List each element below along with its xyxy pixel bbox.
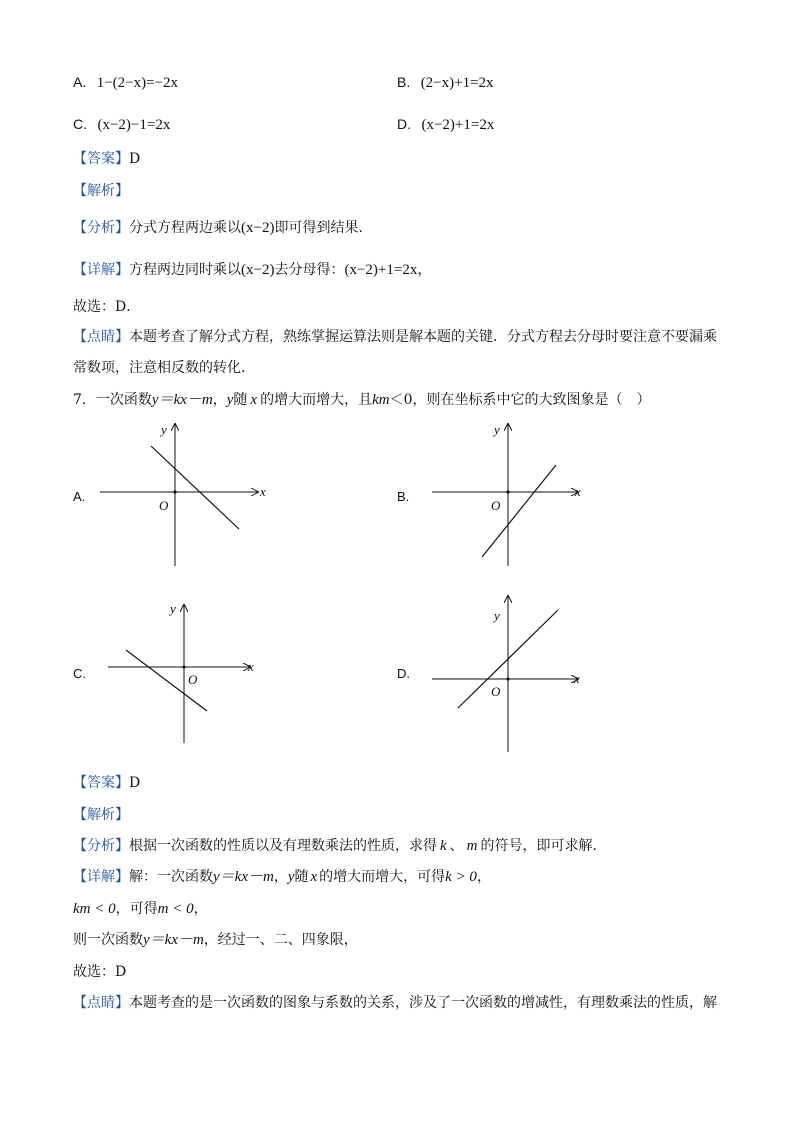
answer-label: 【答案】 — [73, 775, 129, 791]
xiangjie-text: 方程两边同时乘以 — [129, 262, 241, 278]
x-axis-label: x — [575, 484, 581, 499]
origin-label: O — [159, 498, 169, 513]
xiangjie-expression: k > 0 — [445, 869, 477, 885]
q7-analysis-line — [73, 805, 129, 825]
answer-value: D — [129, 775, 141, 791]
q7-line-2 — [73, 899, 208, 919]
graph-a — [95, 418, 275, 570]
option-expression: 1−(2−x)=−2x — [96, 75, 179, 91]
graph-d-letter: D. — [397, 666, 410, 681]
xiangjie-text: ， — [476, 869, 491, 885]
origin-label: O — [491, 498, 501, 513]
xiangjie-expression: (x−2)+1=2x — [344, 262, 418, 278]
y-axis-label: y — [494, 422, 500, 437]
xiangjie-text: ， — [273, 869, 288, 885]
q7-dianjing-line — [73, 993, 717, 1013]
stem-text: ＜0，则在坐标系中它的大致图象是（ ） — [389, 392, 651, 408]
fenxi-text: 即可得到结果． — [274, 220, 373, 236]
line2-text: ， — [193, 901, 208, 917]
dianjing-text: 本题考查了解分式方程，熟练掌握运算法则是解本题的关键．分式方程去分母时要注意不要漏乘 — [129, 329, 717, 345]
xiangjie-text: 随 — [294, 869, 309, 885]
q7-xiangjie-line — [73, 867, 491, 887]
option-letter: C. — [73, 116, 87, 132]
origin-label: O — [188, 672, 198, 687]
line3-expression: y＝kx－m — [143, 932, 204, 948]
q6-answer-line — [73, 149, 140, 169]
stem-text: ， — [212, 392, 227, 408]
stem-text: 随 — [233, 392, 248, 408]
xiangjie-variable: y — [287, 869, 295, 885]
option-letter: D. — [397, 116, 411, 132]
graph-c-letter: C. — [73, 666, 86, 681]
graph-c — [100, 595, 270, 747]
fenxi-text: 根据一次函数的性质以及有理数乘法的性质，求得 — [129, 838, 437, 854]
option-expression: (2−x)+1=2x — [420, 75, 494, 91]
fenxi-text: 的符号，即可求解． — [480, 838, 607, 854]
fenxi-text: 分式方程两边乘以 — [129, 220, 241, 236]
q6-guxuan-line — [73, 297, 140, 317]
graph-b — [428, 418, 603, 570]
graph-b-letter: B. — [397, 489, 410, 504]
q6-dianjing-line-2 — [73, 358, 255, 378]
xiangjie-expression: y＝kx－m — [213, 869, 274, 885]
origin-label: O — [491, 684, 501, 699]
option-expression: (x−2)−1=2x — [97, 117, 171, 133]
stem-expression: y＝kx－m — [151, 392, 213, 408]
y-axis-label: y — [170, 601, 176, 616]
x-axis-label: x — [574, 671, 580, 686]
stem-variable: y — [226, 392, 234, 408]
xiangjie-label: 【详解】 — [73, 262, 129, 278]
line2-text: ，可得 — [115, 901, 158, 917]
origin-dot — [182, 665, 185, 668]
fenxi-label: 【分析】 — [73, 838, 129, 854]
xiangjie-text: 去分母得： — [274, 262, 345, 278]
stem-variable: km — [372, 392, 390, 408]
dianjing-label: 【点睛】 — [73, 329, 129, 345]
line2-expression: km < 0 — [73, 901, 116, 917]
dianjing-text: 常数项，注意相反数的转化． — [73, 360, 255, 376]
option-c — [73, 114, 170, 135]
stem-variable: x — [250, 392, 258, 408]
option-b — [397, 72, 494, 93]
stem-text: 7．一次函数 — [73, 392, 152, 408]
line3-text: 则一次函数 — [73, 932, 143, 948]
q7-stem — [73, 390, 650, 410]
x-axis-label: x — [248, 659, 254, 674]
xiangjie-expression: (x−2) — [241, 262, 275, 278]
y-axis-label: y — [494, 608, 500, 623]
answer-value: D — [129, 151, 141, 167]
answer-label: 【答案】 — [73, 151, 129, 167]
option-expression: (x−2)+1=2x — [421, 117, 495, 133]
x-axis-label: x — [260, 484, 266, 499]
q6-xiangjie-line — [73, 260, 431, 280]
function-line — [151, 446, 239, 529]
fenxi-label: 【分析】 — [73, 220, 129, 236]
option-a — [73, 72, 178, 93]
q6-fenxi-line — [73, 218, 372, 238]
option-d — [397, 114, 494, 135]
stem-text: 的增大而增大，且 — [260, 392, 373, 408]
analysis-label: 【解析】 — [73, 807, 129, 823]
origin-dot — [506, 677, 509, 680]
xiangjie-label: 【详解】 — [73, 869, 129, 885]
fenxi-variable: k — [440, 838, 447, 854]
q6-analysis-line — [73, 181, 129, 201]
option-letter: A. — [73, 74, 87, 90]
xiangjie-text: 解：一次函数 — [129, 869, 213, 885]
q7-fenxi-line — [73, 836, 607, 856]
line3-text: ，经过一、二、四象限， — [203, 932, 358, 948]
graph-d — [428, 590, 603, 755]
fenxi-expression: (x−2) — [241, 220, 275, 236]
dianjing-label: 【点睛】 — [73, 995, 129, 1011]
fenxi-variable: m — [466, 838, 478, 854]
xiangjie-variable: x — [310, 869, 318, 885]
option-letter: B. — [397, 74, 411, 90]
guxuan-text: 故选：D． — [73, 299, 141, 315]
fenxi-text: 、 — [449, 838, 464, 854]
graph-a-letter: A. — [73, 489, 86, 504]
q7-answer-line — [73, 773, 140, 793]
dianjing-text: 本题考查的是一次函数的图象与系数的关系，涉及了一次函数的增减性，有理数乘法的性质，解 — [129, 995, 717, 1011]
y-axis-label: y — [161, 422, 167, 437]
origin-dot — [173, 490, 176, 493]
xiangjie-text: 的增大而增大，可得 — [319, 869, 446, 885]
line2-expression: m < 0 — [157, 901, 194, 917]
analysis-label: 【解析】 — [73, 183, 129, 199]
q7-guxuan-line — [73, 962, 126, 982]
xiangjie-text: ， — [417, 262, 432, 278]
origin-dot — [506, 490, 509, 493]
guxuan-text: 故选：D — [73, 964, 127, 980]
q7-line-3 — [73, 930, 358, 950]
q6-dianjing-line — [73, 327, 717, 347]
